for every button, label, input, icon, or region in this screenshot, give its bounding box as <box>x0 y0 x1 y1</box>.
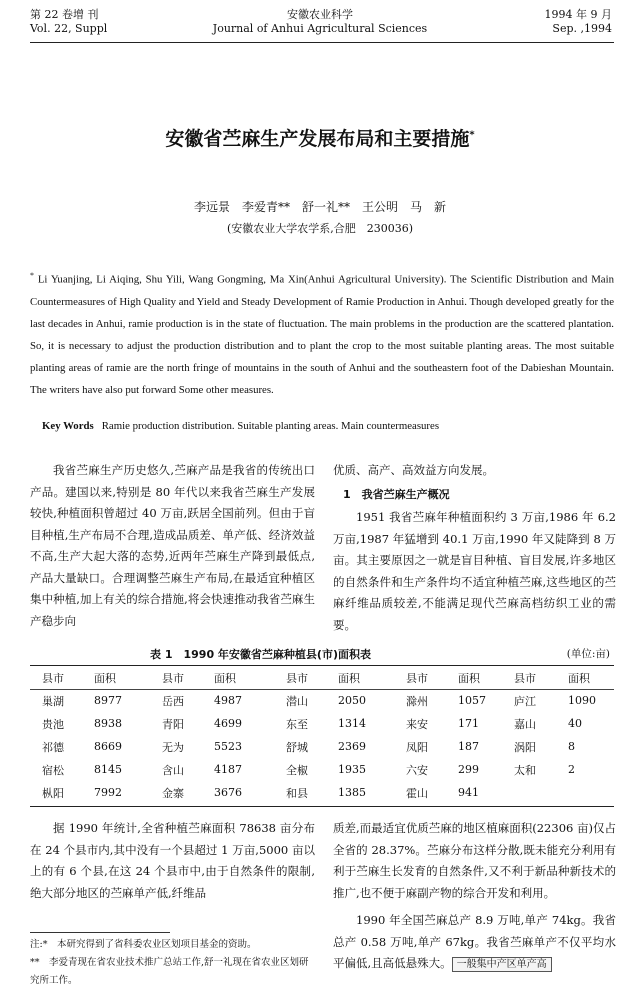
paper-title-text: 安徽省苎麻生产发展布局和主要措施 <box>165 128 470 150</box>
county-cell: 凤阳 <box>406 740 428 754</box>
table-header-cell: 县市 <box>42 671 64 685</box>
volume-cn: 第 22 卷增 刊 <box>30 8 99 21</box>
area-cell: 3676 <box>214 786 242 799</box>
journal-name-en: Journal of Anhui Agricultural Sciences <box>212 22 428 35</box>
table-header-cell: 面积 <box>338 671 360 685</box>
table-header-row <box>30 666 614 689</box>
county-cell: 滁州 <box>406 694 428 708</box>
issue-date-en: Sep. ,1994 <box>552 22 612 35</box>
area-cell: 1057 <box>458 694 486 707</box>
table-row <box>30 758 614 781</box>
county-cell: 含山 <box>162 763 184 777</box>
table-row <box>30 689 614 712</box>
author-list: 李远景 李爱青** 舒一礼** 王公明 马 新 <box>193 200 446 214</box>
area-cell: 7992 <box>94 786 122 799</box>
county-cell <box>502 781 556 804</box>
area-cell: 171 <box>458 717 479 730</box>
county-cell: 霍山 <box>406 786 428 800</box>
keywords-label: Key Words <box>42 420 94 432</box>
table-header-cell: 面积 <box>94 671 116 685</box>
area-cell: 4699 <box>214 717 242 730</box>
header-rule <box>30 42 614 43</box>
area-cell: 4987 <box>214 694 242 707</box>
area-cell: 2050 <box>338 694 366 707</box>
county-cell: 太和 <box>514 763 536 777</box>
table-header-cell: 县市 <box>162 671 184 685</box>
table-unit: (单位:亩) <box>566 648 610 660</box>
keywords-text: Ramie production distribution. Suitable planting areas. Main countermeasures <box>101 420 440 432</box>
area-cell: 187 <box>458 740 479 753</box>
body-column-left-top <box>30 460 315 632</box>
area-cell: 8938 <box>94 717 122 730</box>
county-cell: 舒城 <box>286 740 308 754</box>
county-cell: 宿松 <box>42 763 64 777</box>
abstract-mark: * <box>30 271 34 280</box>
area-cell: 5523 <box>214 740 242 753</box>
county-cell: 贵池 <box>42 717 64 731</box>
footnote-rule <box>30 932 170 933</box>
abstract-text: Li Yuanjing, Li Aiqing, Shu Yili, Wang Gongming, Ma Xin(Anhui Agricultural University). The Scientific Distribution and Main Countermeasures of High Quality and Yield and Steady Development of Ramie Production in Anhui. Though developed greatly for the last decades in Anhui, ramie production is in the state of fluctuation. The main problems in the production are the scattered plantation. So, it is necessary to adjust the production distribution and to plant the crop to the most suitable planting areas. The most suitable planting areas of ramie are the north fringe of mountains in the south of Anhui and the southeastern foot of the Dabieshan Mountain. The writers have also put forward Some other measures. <box>30 273 614 396</box>
county-cell: 金寨 <box>162 786 184 800</box>
table-header-cell: 县市 <box>514 671 536 685</box>
section-heading: 1 我省苎麻生产概况 <box>343 487 450 501</box>
area-cell: 8669 <box>94 740 122 753</box>
journal-name-cn: 安徽农业科学 <box>287 8 353 21</box>
county-cell: 来安 <box>406 717 428 731</box>
body-column-left-bottom <box>30 818 315 904</box>
table-row <box>30 712 614 735</box>
area-cell: 8145 <box>94 763 122 776</box>
table-header-cell: 面积 <box>214 671 236 685</box>
table-row <box>30 735 614 758</box>
area-cell: 8977 <box>94 694 122 707</box>
affiliation: (安徽农业大学农学系,合肥 230036) <box>226 222 414 235</box>
intro-continuation: 优质、高产、高效益方向发展。 <box>333 463 494 477</box>
issue-date-cn: 1994 年 9 月 <box>544 8 612 21</box>
yield-text: 1990 年全国苎麻总产 8.9 万吨,单产 74kg。我省总产 0.58 万吨,单产 67kg。我省苎麻单产不仅平均水平偏低,且高低悬殊大。 <box>333 913 616 970</box>
county-cell: 六安 <box>406 763 428 777</box>
area-cell: 2369 <box>338 740 366 753</box>
county-cell: 涡阳 <box>514 740 536 754</box>
area-cell: 1314 <box>338 717 366 730</box>
county-cell: 祁德 <box>42 740 64 754</box>
volume-en: Vol. 22, Suppl <box>30 22 108 35</box>
body-column-right-bottom <box>333 818 616 976</box>
area-cell: 8 <box>568 740 575 753</box>
county-area-table <box>30 666 614 804</box>
statistics-continuation: 质差,而最适宜优质苎麻的地区植麻面积(22306 亩)仅占全省的 28.37%。苎麻分布这样分散,既未能充分利用有利于苎麻生长发育的自然条件,又不利于新品种新技术的推广,也不便于麻副产物的综合开发和利用。 <box>333 821 616 900</box>
table-header-cell: 面积 <box>458 671 480 685</box>
overview-paragraph: 1951 我省苎麻年种植面积约 3 万亩,1986 年 6.2 万亩,1987 年猛增到 40.1 万亩,1990 年又陡降到 8 万亩。其主要原因之一就是盲目种植、盲目发展,许多地区的自然条件和生产条件均不适宜种植苎麻,这些地区的苎麻纤维品质较差,不能满足现代苎麻高档纺织工业的需要。 <box>333 510 616 632</box>
table-bottom-rule <box>30 806 614 807</box>
footnote-item: 注:* 本研究得到了省科委农业区划项目基金的资助。 <box>30 939 257 950</box>
title-footnote-mark: * <box>469 129 475 141</box>
county-cell: 嘉山 <box>514 717 536 731</box>
keywords <box>42 420 439 432</box>
county-cell: 枞阳 <box>42 786 64 800</box>
footnotes <box>30 936 315 990</box>
county-cell: 青阳 <box>162 717 184 731</box>
paper-title <box>0 124 640 151</box>
issue-date <box>545 8 612 36</box>
table-header-cell: 县市 <box>286 671 308 685</box>
area-cell: 1090 <box>568 694 596 707</box>
area-cell: 2 <box>568 763 575 776</box>
intro-paragraph: 我省苎麻生产历史悠久,苎麻产品是我省的传统出口产品。建国以来,特别是 80 年代以来我省苎麻生产发展较快,种植面积曾超过 40 万亩,跃居全国前列。但由于盲目种植,生产布局不合理,造成品质差、单产低、经济效益不高,生产大起大落的态势,近两年苎麻生产降到最低点,产品大量缺口。合理调整苎麻生产布局,在最适宜种植区集中种植,加上有关的综合措施,将会快速推动我省苎麻生产稳步向 <box>30 463 315 628</box>
county-cell: 潜山 <box>286 694 308 708</box>
table-header-cell: 县市 <box>406 671 428 685</box>
county-cell: 东至 <box>286 717 308 731</box>
table-caption: 表 1 1990 年安徽省苎麻种植县(市)面积表 <box>150 648 371 661</box>
table-row <box>30 781 614 804</box>
county-cell: 庐江 <box>514 694 536 708</box>
table-body <box>30 689 614 804</box>
county-cell: 无为 <box>162 740 184 754</box>
area-cell <box>556 781 614 804</box>
yield-paragraph <box>333 910 616 976</box>
county-cell: 全椒 <box>286 763 308 777</box>
area-cell: 40 <box>568 717 582 730</box>
table-header-cell: 面积 <box>568 671 590 685</box>
footnote-item: ** 李爱青现在省农业技术推广总站工作,舒一礼现在省农业区划研究所工作。 <box>30 957 309 986</box>
county-cell: 和县 <box>286 786 308 800</box>
overlay-stamp: 一般集中产区单产高 <box>452 957 552 972</box>
county-cell: 巢湖 <box>42 694 64 708</box>
area-cell: 941 <box>458 786 479 799</box>
area-cell: 299 <box>458 763 479 776</box>
statistics-paragraph: 据 1990 年统计,全省种植苎麻面积 78638 亩分布在 24 个县市内,其中没有一个县超过 1 万亩,5000 亩以上的有 6 个县,在这 24 个县市中,由于自然条件的限制,绝大部分地区的苎麻单产低,纤维品 <box>30 821 315 900</box>
body-column-right-top <box>333 460 616 636</box>
area-cell: 1935 <box>338 763 366 776</box>
area-cell: 1385 <box>338 786 366 799</box>
english-abstract <box>30 265 614 401</box>
area-cell: 4187 <box>214 763 242 776</box>
county-cell: 岳西 <box>162 694 184 708</box>
